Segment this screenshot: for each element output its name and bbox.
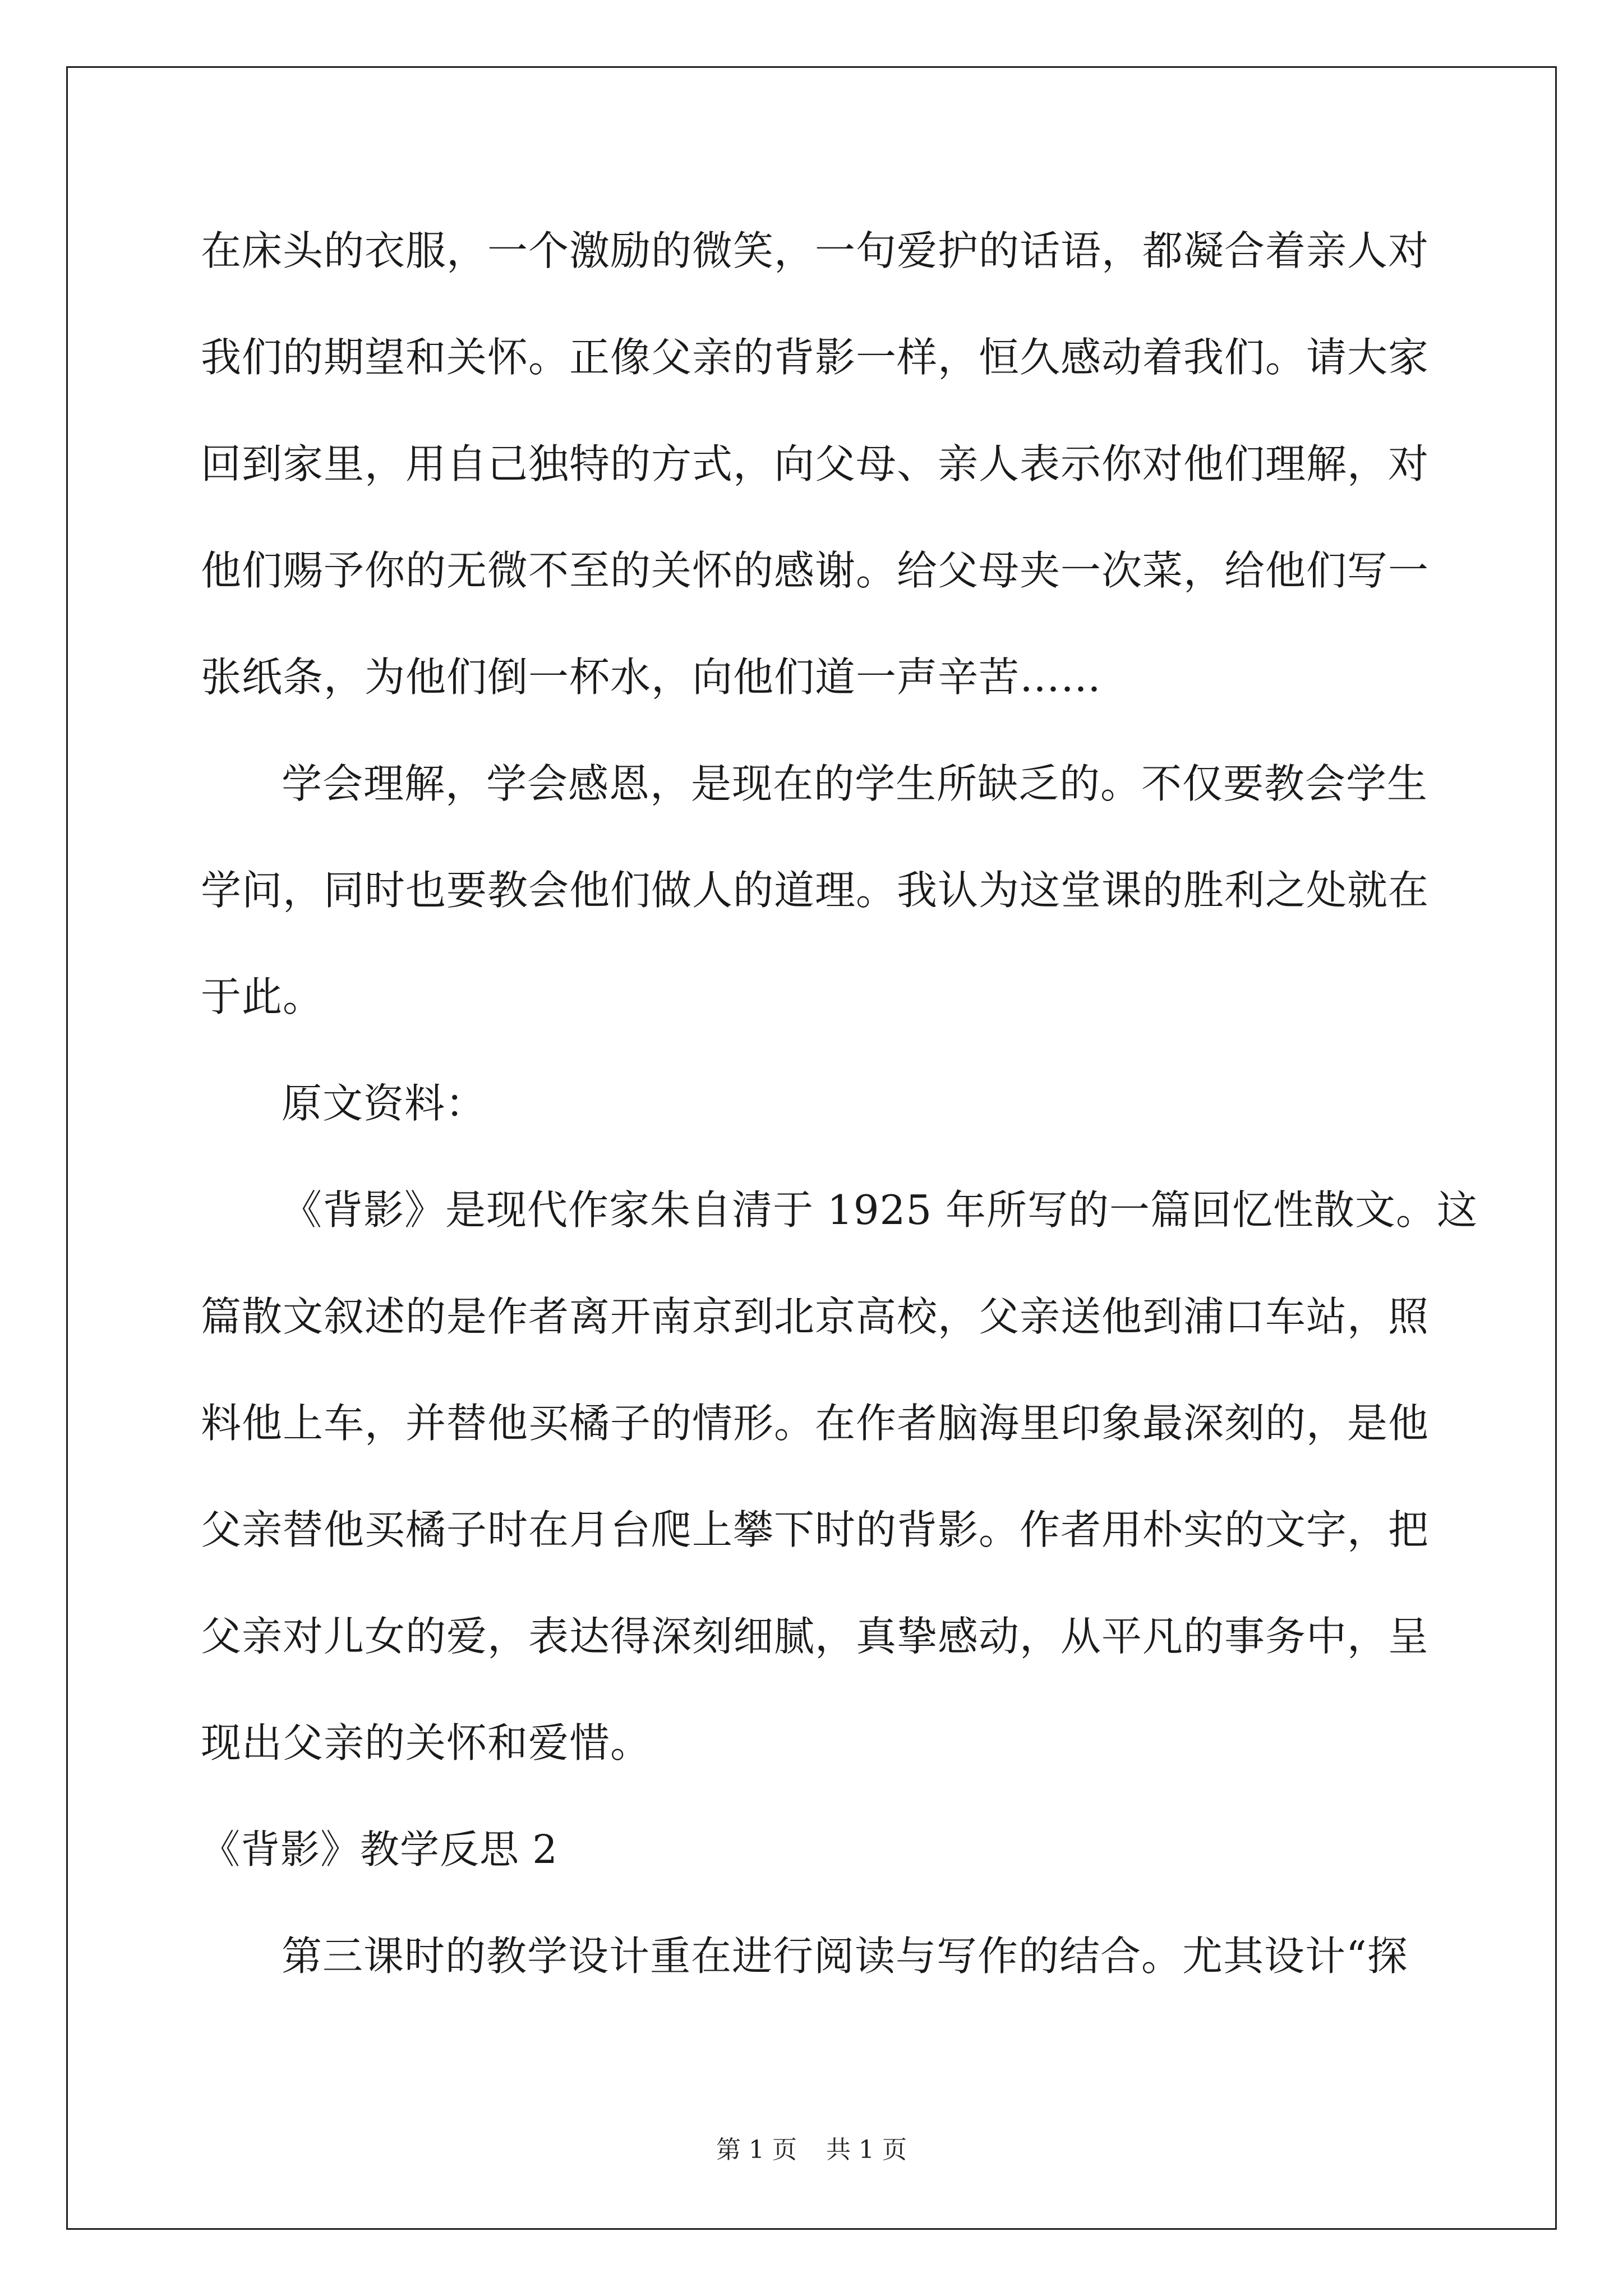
text-line: 张纸条，为他们倒一杯水，向他们道一声辛苦…… <box>201 654 1102 701</box>
text-line: 在床头的衣服，一个激励的微笑，一句爱护的话语，都凝合着亲人对 <box>201 227 1430 274</box>
text-line: 第三课时的教学设计重在进行阅读与写作的结合。尤其设计“探 <box>282 1932 1408 1980</box>
document-body <box>201 197 1478 2009</box>
page-number-current: 第 1 页 <box>716 2136 797 2164</box>
text-line: 他们赐予你的无微不至的关怀的感谢。给父母夹一次菜，给他们写一 <box>201 547 1430 594</box>
text-line: 回到家里，用自己独特的方式，向父母、亲人表示你对他们理解，对 <box>201 440 1430 487</box>
text-line: 学会理解，学会感恩，是现在的学生所缺乏的。不仅要教会学生 <box>282 760 1428 807</box>
text-line: 父亲对儿女的爱，表达得深刻细腻，真挚感动，从平凡的事务中，呈 <box>201 1613 1430 1660</box>
text-line: 我们的期望和关怀。正像父亲的背影一样，恒久感动着我们。请大家 <box>201 334 1430 381</box>
text-line: 父亲替他买橘子时在月台爬上攀下时的背影。作者用朴实的文字，把 <box>201 1506 1430 1553</box>
page-footer <box>0 2133 1623 2167</box>
page-number-total: 共 1 页 <box>826 2136 907 2164</box>
text-line: 学问，同时也要教会他们做人的道理。我认为这堂课的胜利之处就在 <box>201 867 1430 914</box>
text-line: 料他上车，并替他买橘子的情形。在作者脑海里印象最深刻的，是他 <box>201 1400 1430 1447</box>
text-line: 现出父亲的关怀和爱惜。 <box>201 1719 652 1766</box>
text-line: 原文资料： <box>282 1080 487 1127</box>
text-line: 于此。 <box>201 973 324 1020</box>
text-line: 篇散文叙述的是作者离开南京到北京高校，父亲送他到浦口车站，照 <box>201 1293 1430 1340</box>
section-heading: 《背影》教学反思 2 <box>201 1826 558 1872</box>
text-line: 《背影》是现代作家朱自清于 1925 年所写的一篇回忆性散文。这 <box>282 1186 1478 1234</box>
